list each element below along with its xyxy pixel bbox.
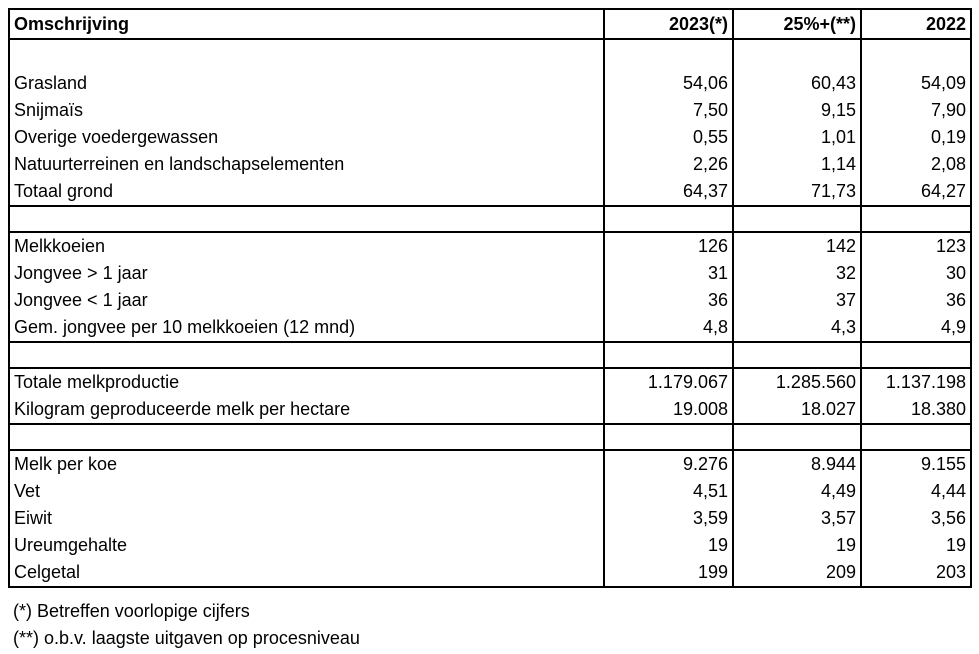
footnote-lowest-costs: (**) o.b.v. laagste uitgaven op procesniveau [13,628,360,648]
cell-2022: 203 [861,559,971,587]
cell-description: Overige voedergewassen [9,124,604,151]
cell-2022: 0,19 [861,124,971,151]
empty-cell [861,39,971,70]
footnotes [13,598,360,652]
table-row [9,97,971,124]
cell-25-percent: 9,15 [733,97,861,124]
table-row [9,532,971,559]
table-row [9,287,971,314]
cell-description: Melk per koe [9,450,604,478]
cell-description: Totaal grond [9,178,604,206]
cell-2023: 31 [604,260,733,287]
cell-25-percent: 4,49 [733,478,861,505]
cell-25-percent: 37 [733,287,861,314]
empty-cell [733,424,861,450]
cell-description: Eiwit [9,505,604,532]
cell-2022: 1.137.198 [861,368,971,396]
empty-cell [733,206,861,232]
cell-2022: 30 [861,260,971,287]
table-row [9,396,971,424]
header-25-percent: 25%+(**) [733,9,861,39]
cell-2022: 4,44 [861,478,971,505]
cell-25-percent: 142 [733,232,861,260]
cell-2022: 7,90 [861,97,971,124]
spacer-row [9,39,971,70]
table-row [9,314,971,342]
cell-25-percent: 1,01 [733,124,861,151]
cell-description: Kilogram geproduceerde melk per hectare [9,396,604,424]
empty-cell [9,424,604,450]
cell-2022: 54,09 [861,70,971,97]
header-row [9,9,971,39]
empty-cell [604,39,733,70]
empty-cell [861,424,971,450]
cell-2022: 18.380 [861,396,971,424]
cell-2023: 3,59 [604,505,733,532]
cell-description: Natuurterreinen en landschapselementen [9,151,604,178]
separator-row [9,206,971,232]
empty-cell [861,206,971,232]
cell-description: Gem. jongvee per 10 melkkoeien (12 mnd) [9,314,604,342]
cell-2022: 36 [861,287,971,314]
empty-cell [861,342,971,368]
table-row [9,260,971,287]
cell-description: Melkkoeien [9,232,604,260]
cell-25-percent: 4,3 [733,314,861,342]
table-row [9,368,971,396]
cell-2023: 54,06 [604,70,733,97]
cell-2023: 19 [604,532,733,559]
separator-row [9,424,971,450]
empty-cell [9,39,604,70]
empty-cell [733,39,861,70]
cell-25-percent: 18.027 [733,396,861,424]
cell-2023: 199 [604,559,733,587]
cell-description: Jongvee > 1 jaar [9,260,604,287]
cell-description: Snijmaïs [9,97,604,124]
cell-description: Celgetal [9,559,604,587]
cell-2022: 2,08 [861,151,971,178]
cell-2023: 36 [604,287,733,314]
header-omschrijving: Omschrijving [9,9,604,39]
table-row [9,559,971,587]
cell-2023: 19.008 [604,396,733,424]
table-row [9,124,971,151]
cell-2023: 64,37 [604,178,733,206]
cell-2022: 123 [861,232,971,260]
cell-25-percent: 8.944 [733,450,861,478]
empty-cell [733,342,861,368]
cell-description: Jongvee < 1 jaar [9,287,604,314]
separator-row [9,342,971,368]
cell-2023: 0,55 [604,124,733,151]
cell-2023: 2,26 [604,151,733,178]
cell-2023: 4,8 [604,314,733,342]
footnote-preliminary: (*) Betreffen voorlopige cijfers [13,601,250,621]
cell-2022: 4,9 [861,314,971,342]
cell-25-percent: 209 [733,559,861,587]
table-row [9,70,971,97]
cell-25-percent: 19 [733,532,861,559]
cell-2022: 64,27 [861,178,971,206]
cell-2022: 9.155 [861,450,971,478]
empty-cell [604,342,733,368]
table-row [9,178,971,206]
cell-25-percent: 71,73 [733,178,861,206]
cell-description: Totale melkproductie [9,368,604,396]
cell-25-percent: 3,57 [733,505,861,532]
empty-cell [604,424,733,450]
cell-description: Grasland [9,70,604,97]
cell-description: Vet [9,478,604,505]
empty-cell [604,206,733,232]
table-row [9,505,971,532]
cell-description: Ureumgehalte [9,532,604,559]
cell-2023: 1.179.067 [604,368,733,396]
table-row [9,478,971,505]
table-row [9,232,971,260]
cell-25-percent: 32 [733,260,861,287]
kpi-table [8,8,972,588]
cell-2022: 3,56 [861,505,971,532]
table-row [9,450,971,478]
table-row [9,151,971,178]
cell-2023: 126 [604,232,733,260]
cell-25-percent: 1,14 [733,151,861,178]
empty-cell [9,206,604,232]
table-body [9,39,971,587]
header-2022: 2022 [861,9,971,39]
cell-25-percent: 1.285.560 [733,368,861,396]
cell-2022: 19 [861,532,971,559]
cell-2023: 4,51 [604,478,733,505]
cell-25-percent: 60,43 [733,70,861,97]
header-2023: 2023(*) [604,9,733,39]
empty-cell [9,342,604,368]
cell-2023: 7,50 [604,97,733,124]
cell-2023: 9.276 [604,450,733,478]
